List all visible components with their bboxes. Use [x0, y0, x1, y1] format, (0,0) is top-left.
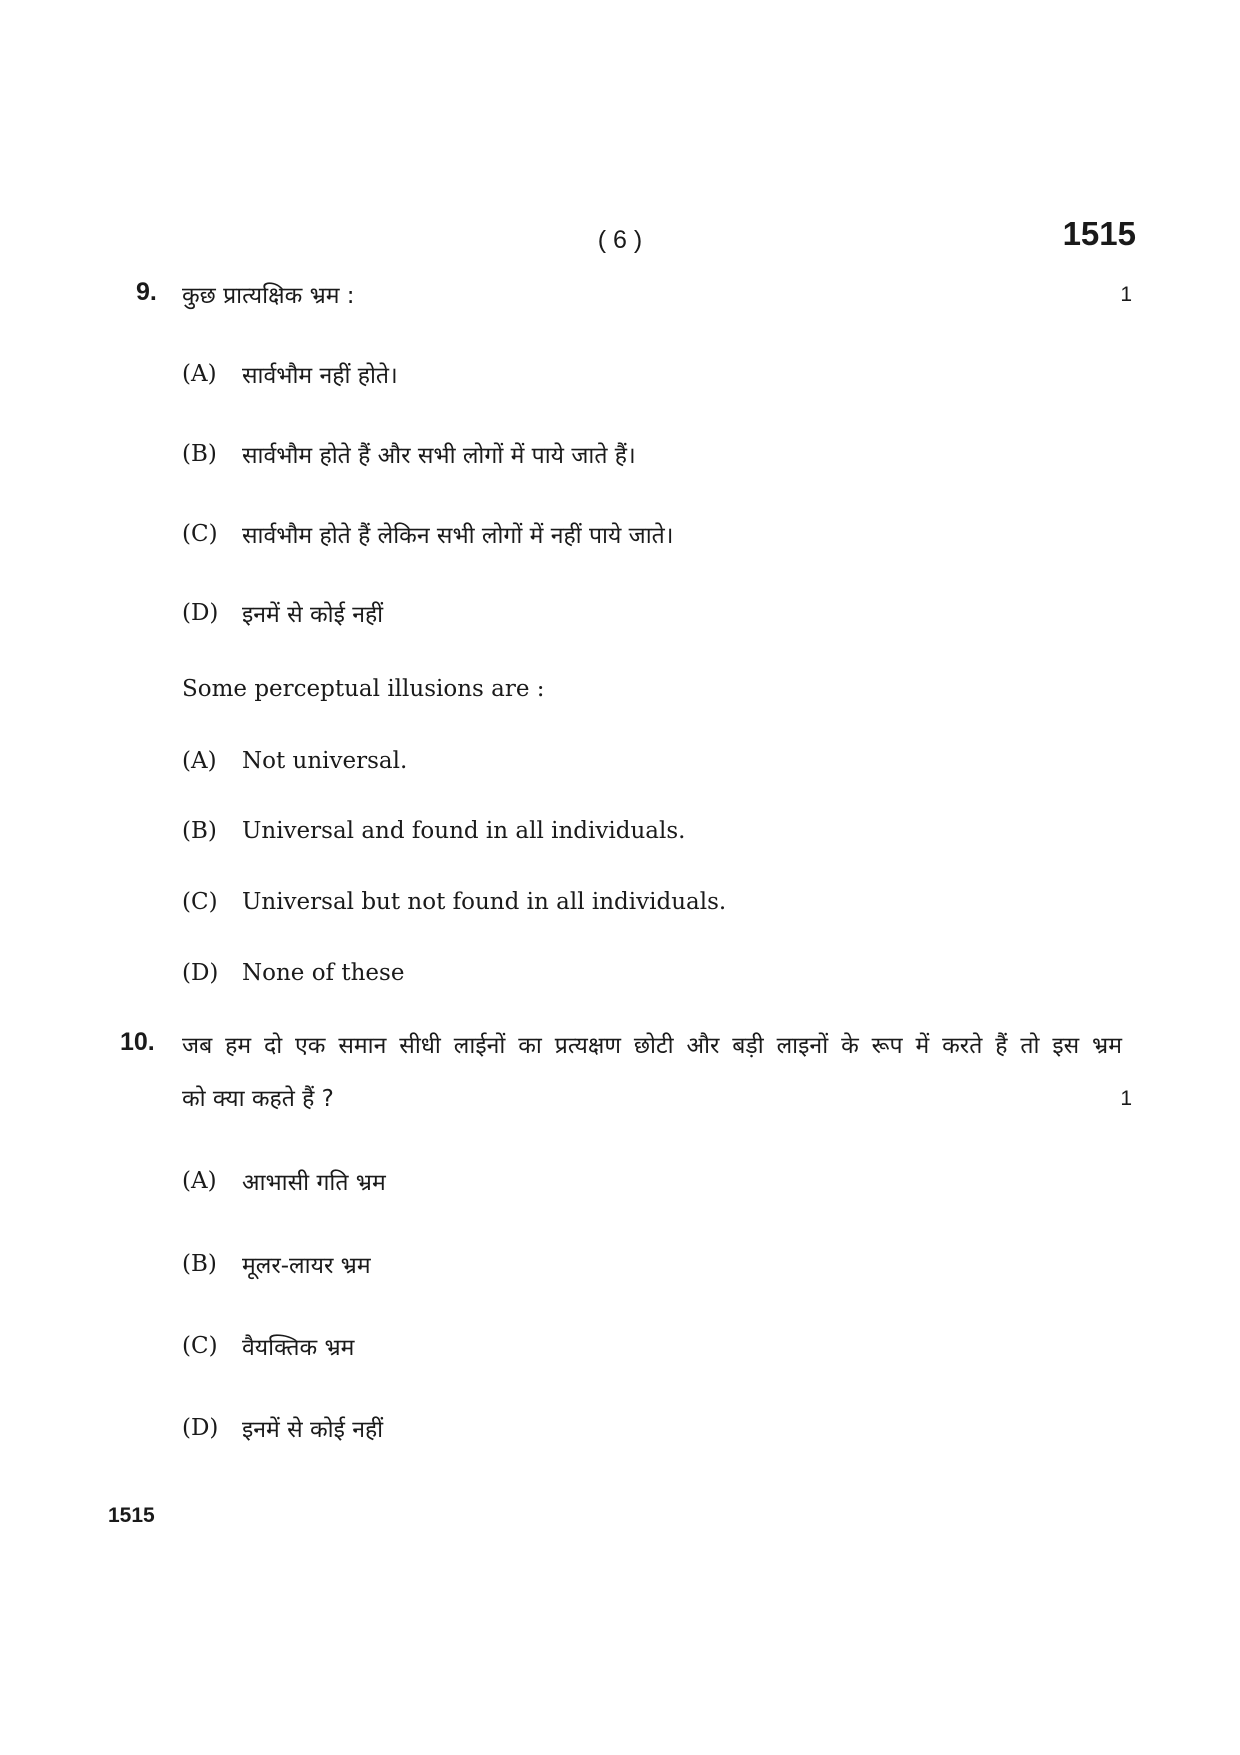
page-number: ( 6 ) [597, 226, 643, 254]
question-10-text-hindi-line1: जब हम दो एक समान सीधी लाईनों का प्रत्यक्षण छोटी और बड़ी लाइनों के रूप में करते हैं तो इस भ्रम [182, 1033, 1122, 1059]
q9-en-option-b-text: Universal and found in all individuals. [242, 818, 686, 844]
q9-hi-option-c-text: सार्वभौम होते हैं लेकिन सभी लोगों में नहीं पाये जाते। [242, 523, 674, 549]
q9-en-option-d-text: None of these [242, 960, 405, 986]
q9-en-option-c-label: (C) [182, 889, 218, 915]
q9-hi-option-b-label: (B) [182, 441, 217, 467]
q9-en-option-c-text: Universal but not found in all individuals. [242, 889, 727, 915]
q10-option-d-text: इनमें से कोई नहीं [242, 1417, 384, 1443]
paper-code-top: 1515 [1062, 215, 1136, 252]
q10-option-b-text: मूलर-लायर भ्रम [242, 1253, 371, 1279]
q10-option-c-text: वैयक्तिक भ्रम [242, 1335, 355, 1361]
question-10-number: 10. [120, 1028, 155, 1056]
q9-en-option-d-label: (D) [182, 960, 219, 986]
q9-en-option-a-label: (A) [182, 748, 217, 774]
q9-hi-option-a-text: सार्वभौम नहीं होते। [242, 363, 398, 389]
question-10-text-hindi-line2: को क्या कहते हैं ? [182, 1086, 334, 1112]
question-9-text-hindi: कुछ प्रात्यक्षिक भ्रम : [182, 283, 355, 309]
question-9-text-english: Some perceptual illusions are : [182, 676, 545, 702]
q9-hi-option-a-label: (A) [182, 361, 217, 387]
q9-en-option-a-text: Not universal. [242, 748, 408, 774]
q9-hi-option-d-label: (D) [182, 600, 219, 626]
q10-option-a-label: (A) [182, 1168, 217, 1194]
paper-code-bottom: 1515 [108, 1504, 155, 1527]
question-10-marks: 1 [1120, 1087, 1132, 1110]
question-9-marks: 1 [1120, 283, 1132, 306]
q10-option-b-label: (B) [182, 1251, 217, 1277]
q10-option-a-text: आभासी गति भ्रम [242, 1170, 386, 1196]
q10-option-c-label: (C) [182, 1333, 218, 1359]
q9-hi-option-c-label: (C) [182, 521, 218, 547]
q9-en-option-b-label: (B) [182, 818, 217, 844]
question-9-number: 9. [136, 278, 157, 306]
q9-hi-option-d-text: इनमें से कोई नहीं [242, 602, 384, 628]
q10-option-d-label: (D) [182, 1415, 219, 1441]
q9-hi-option-b-text: सार्वभौम होते हैं और सभी लोगों में पाये जाते हैं। [242, 443, 636, 469]
